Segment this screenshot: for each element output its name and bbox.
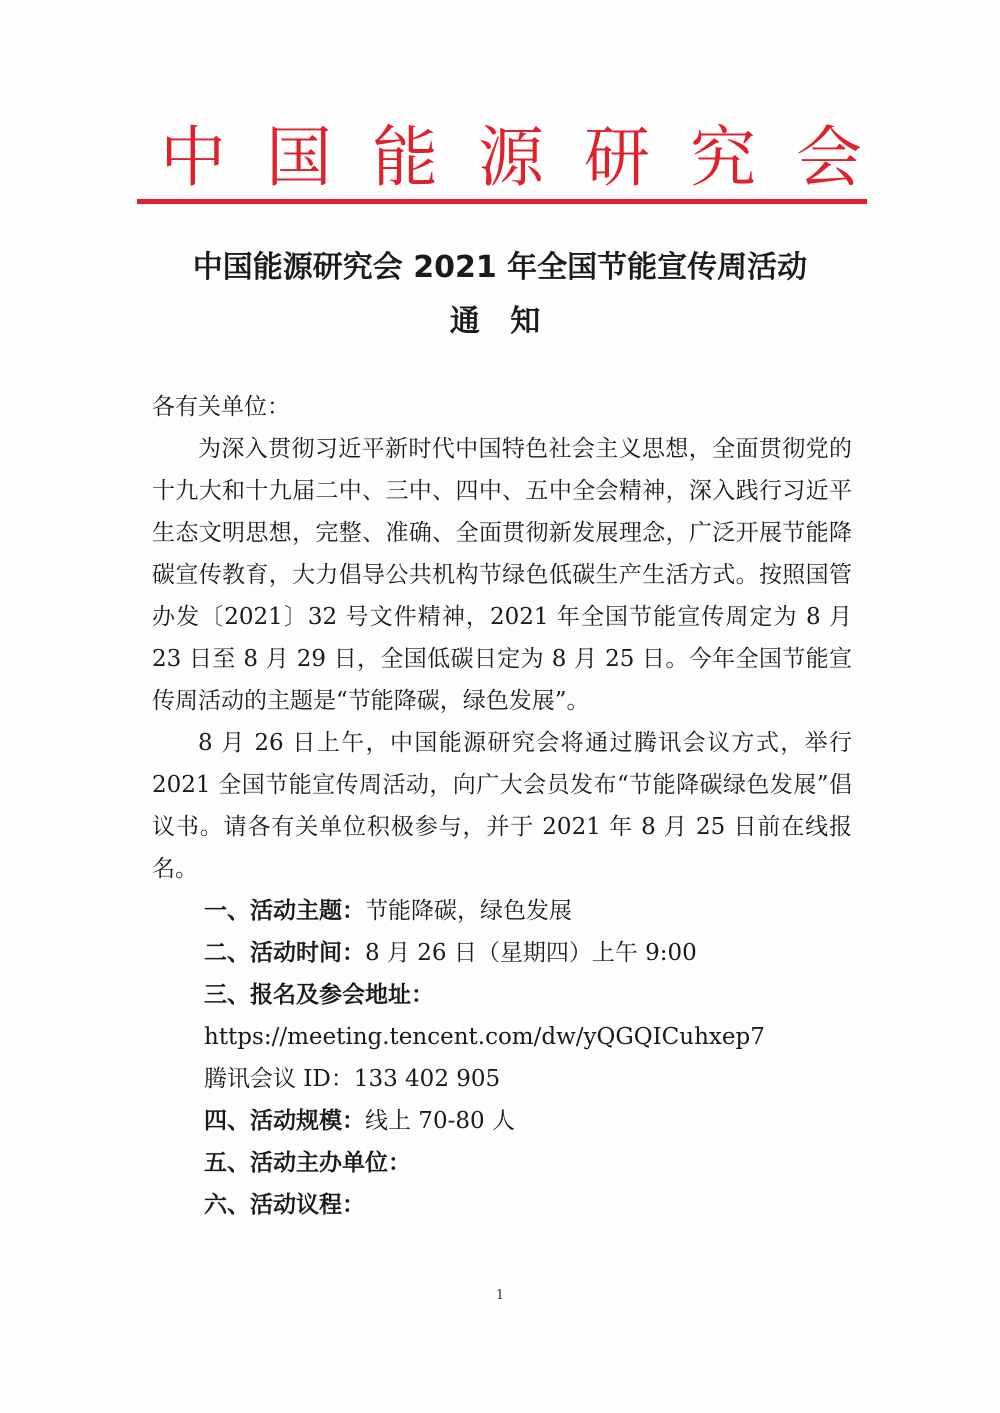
item-time-label: 二、活动时间： [204,940,365,966]
item-agenda [152,1184,852,1226]
item-organizer [152,1142,852,1184]
paragraph-event: 8 月 26 日上午，中国能源研究会将通过腾讯会议方式，举行 2021 全国节能宣传周活动，向广大会员发布“节能降碳绿色发展”倡议书。请各有关单位积极参与，并于 2021 年 8 月 25 日前在线报名。 [152,730,852,882]
letterhead-org-name: 中国能源研究会 [160,119,902,196]
document-subtitle: 通 知 [449,304,551,339]
document-body [152,386,852,1226]
item-registration [152,974,852,1016]
letterhead-red-rule [137,199,867,204]
item-scale-value: 线上 70-80 人 [365,1108,515,1134]
item-theme-label: 一、活动主题： [204,898,365,924]
item-organizer-label: 五、活动主办单位： [204,1150,411,1176]
item-time [152,932,852,974]
registration-url[interactable]: https://meeting.tencent.com/dw/yQGQICuhxep7 [204,1024,765,1050]
item-theme-value: 节能降碳，绿色发展 [365,898,572,924]
item-theme [152,890,852,932]
item-registration-label: 三、报名及参会地址： [204,982,434,1008]
item-scale [152,1100,852,1142]
page-number: 1 [495,1288,505,1303]
item-scale-label: 四、活动规模： [204,1108,365,1134]
salutation: 各有关单位： [152,394,290,420]
item-agenda-label: 六、活动议程： [204,1192,365,1218]
paragraph-intro: 为深入贯彻习近平新时代中国特色社会主义思想，全面贯彻党的十九大和十九届二中、三中、四中、五中全会精神，深入践行习近平生态文明思想，完整、准确、全面贯彻新发展理念，广泛开展节能降碳宣传教育，大力倡导公共机构节绿色低碳生产生活方式。按照国管办发〔2021〕32 号文件精神，2021 年全国节能宣传周定为 8 月 23 日至 8 月 29 日，全国低碳日定为 8 月 25 日。今年全国节能宣传周活动的主题是“节能降碳，绿色发展”。 [152,436,852,714]
item-time-value: 8 月 26 日（星期四）上午 9:00 [365,940,697,966]
document-title: 中国能源研究会 2021 年全国节能宣传周活动 [192,250,808,285]
meeting-id: 腾讯会议 ID：133 402 905 [204,1066,501,1092]
